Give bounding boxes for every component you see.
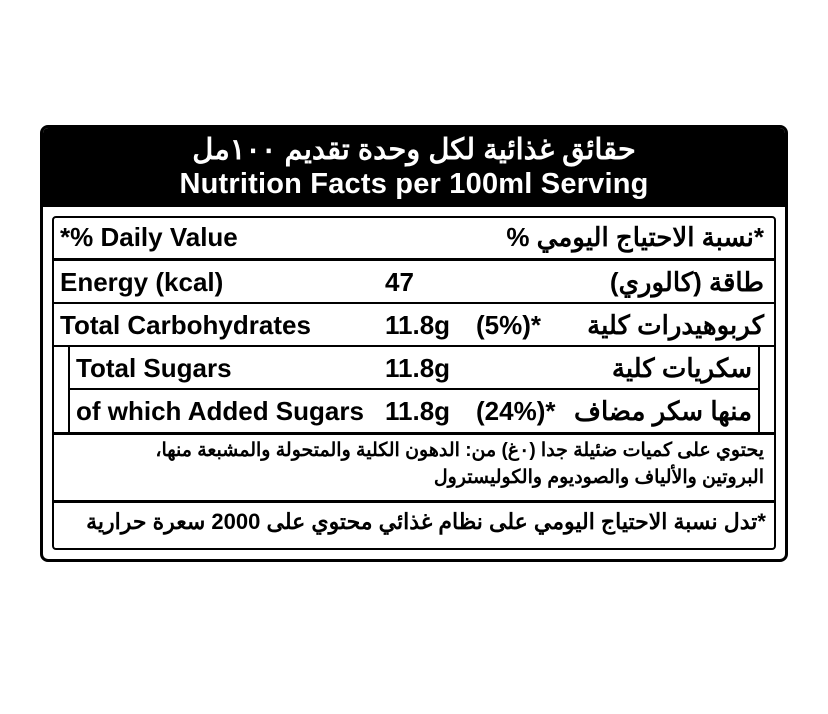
indent-bar-left xyxy=(68,345,70,432)
nutrient-value: 11.8g xyxy=(385,310,451,340)
note-line-1: يحتوي على كميات ضئيلة جدا (٠غ) من: الدهون الكلية والمتحولة والمشبعة منها، xyxy=(155,440,764,461)
trace-nutrients-note xyxy=(60,437,764,491)
daily-value-label-ar: *نسبة الاحتياج اليومي % xyxy=(506,222,764,252)
nutrient-value: 11.8g xyxy=(385,396,451,426)
nutrient-name-ar: منها سكر مضاف xyxy=(574,396,752,426)
nutrient-name-ar: كربوهيدرات كلية xyxy=(587,310,764,340)
nutrition-facts-label xyxy=(40,125,788,562)
title-english: Nutrition Facts per 100ml Serving xyxy=(179,168,649,200)
nutrient-name-en: Total Carbohydrates xyxy=(60,310,311,340)
nutrition-table xyxy=(52,216,776,550)
nutrient-daily-pct: (24%)* xyxy=(476,396,556,426)
divider xyxy=(54,432,774,435)
nutrient-name-en: Energy (kcal) xyxy=(60,267,224,297)
nutrient-name-en: of which Added Sugars xyxy=(76,396,364,426)
nutrient-name-en: Total Sugars xyxy=(76,353,232,383)
daily-value-label-en: *% Daily Value xyxy=(60,222,238,252)
nutrient-daily-pct: (5%)* xyxy=(476,310,542,340)
label-header xyxy=(43,128,785,207)
nutrient-name-ar: سكريات كلية xyxy=(611,353,752,383)
daily-value-footnote: *تدل نسبة الاحتياج اليومي على نظام غذائي محتوي على 2000 سعرة حرارية xyxy=(86,509,766,534)
divider xyxy=(54,500,774,503)
divider xyxy=(68,388,760,390)
divider xyxy=(54,345,774,347)
title-arabic: حقائق غذائية لكل وحدة تقديم ١٠٠مل xyxy=(192,134,636,166)
divider xyxy=(54,258,774,261)
divider xyxy=(54,302,774,304)
nutrient-value: 47 xyxy=(385,267,414,297)
indent-bar-right xyxy=(758,345,760,432)
nutrient-name-ar: طاقة (كالوري) xyxy=(609,267,764,297)
note-line-2: البروتين والألياف والصوديوم والكوليسترول xyxy=(433,467,764,488)
nutrient-value: 11.8g xyxy=(385,353,451,383)
